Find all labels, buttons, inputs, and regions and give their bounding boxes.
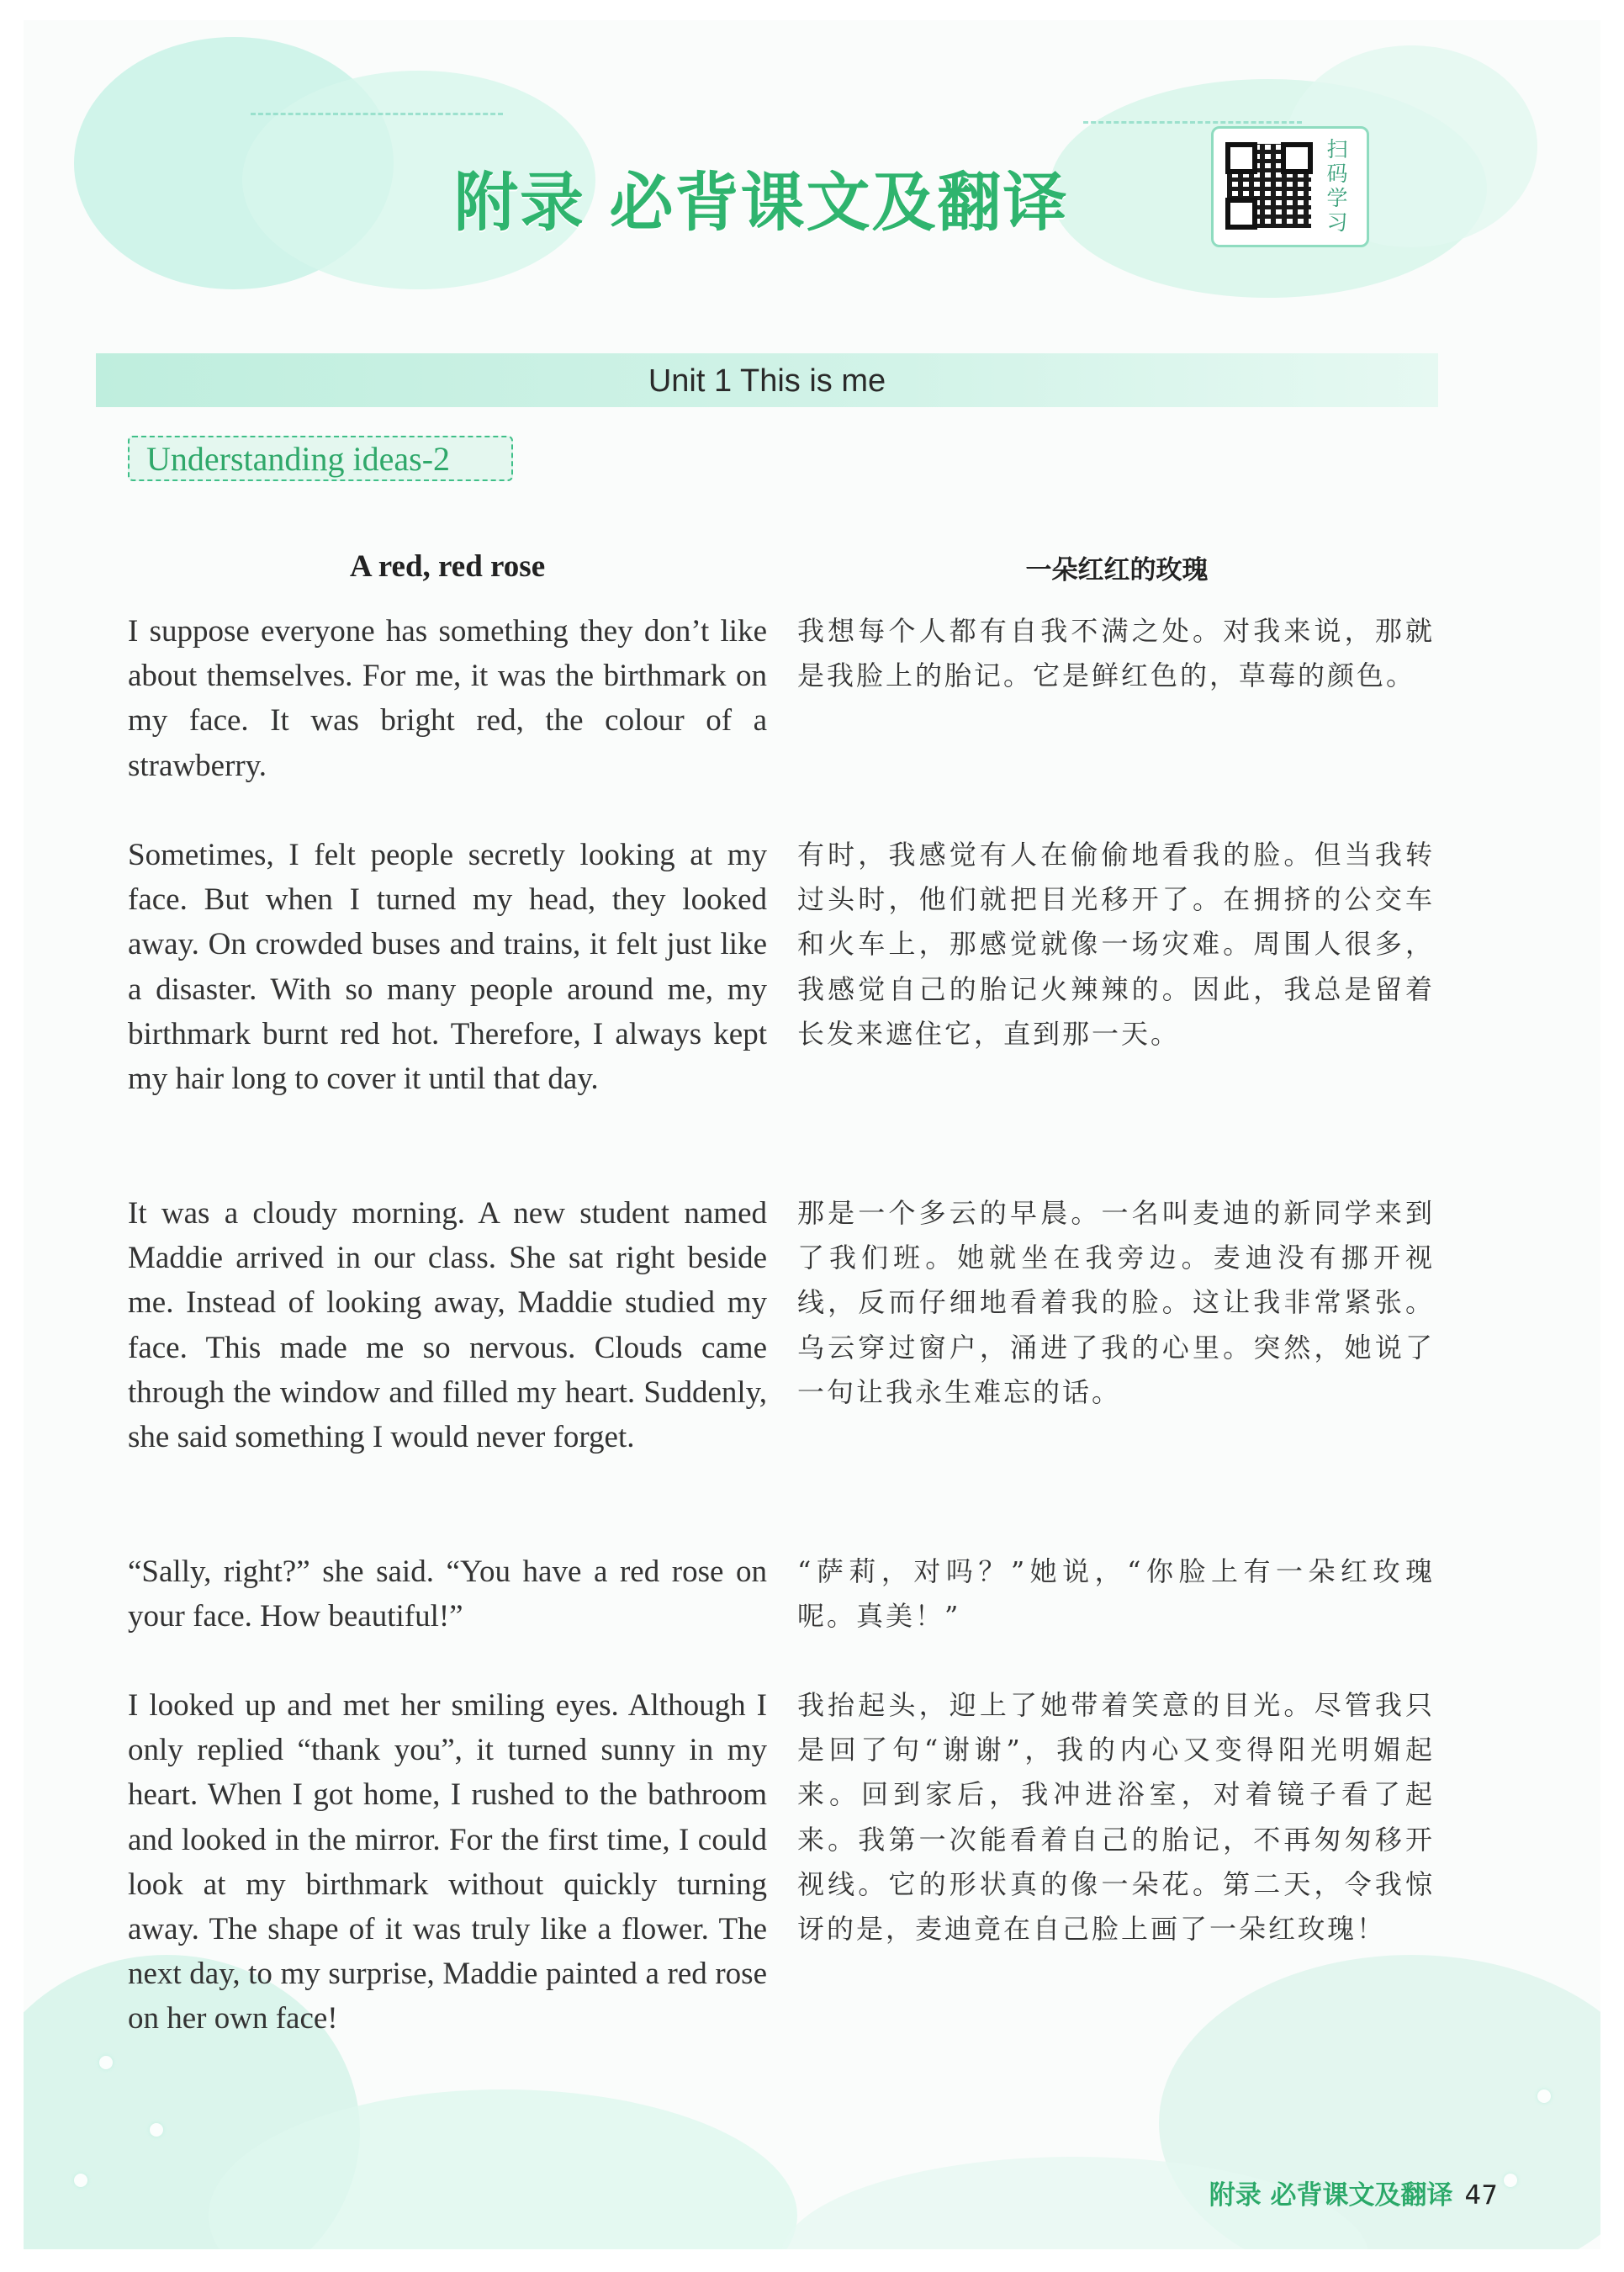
paragraph-en: Sometimes, I felt people secretly looking at my face. But when I turned my head, they looked away. On crowded buses and trains, it felt just like a disaster. With so many people around me, my birthmark burnt red hot. Therefore, I always kept my hair long to cover it until that day.	[128, 838, 767, 1097]
paragraph-en: I suppose everyone has something they don’t like about themselves. For me, it was the birthmark on my face. It was bright red, the colour of a strawberry.	[128, 614, 767, 783]
flower-decoration	[150, 2123, 163, 2137]
paragraph-en: I looked up and met her smiling eyes. Although I only replied “thank you”, it turned sunny in my heart. When I got home, I rushed to the bathroom and looked in the mirror. For the first time, I could look at my birthmark without quickly turning away. The shape of it was truly like a flower. The next day, to my surprise, Maddie painted a red rose on her own face!	[128, 1688, 767, 2036]
flower-decoration	[1537, 2089, 1551, 2103]
paragraph-zh: 有时，我感觉有人在偷偷地看我的脸。但当我转过头时，他们就把目光移开了。在拥挤的公交车和火车上，那感觉就像一场灾难。周围人很多，我感觉自己的胎记火辣辣的。因此，我总是留着长发来遮住它，直到那一天。	[797, 839, 1435, 1050]
qr-label: 扫码学习	[1326, 137, 1348, 235]
paragraph-zh: 我抬起头，迎上了她带着笑意的目光。尽管我只是回了句“谢谢”，我的内心又变得阳光明媚起来。回到家后，我冲进浴室，对着镜子看了起来。我第一次能看着自己的胎记，不再匆匆移开视线。它的形状真的像一朵花。第二天，令我惊讶的是，麦迪竟在自己脸上画了一朵红玫瑰！	[797, 1689, 1435, 1946]
paragraph-en: “Sally, right?” she said. “You have a red rose on your face. How beautiful!”	[128, 1554, 767, 1634]
qr-code-panel[interactable]	[1211, 126, 1369, 247]
paragraph-en: It was a cloudy morning. A new student named Maddie arrived in our class. She sat right beside me. Instead of looking away, Maddie studied my face. This made me so nervous. Clouds came through the window and filled my heart. Suddenly, she said something I would never forget.	[128, 1196, 767, 1455]
footer-label: 附录 必背课文及翻译	[1209, 2180, 1453, 2211]
paragraph-zh: 那是一个多云的早晨。一名叫麦迪的新同学来到了我们班。她就坐在我旁边。麦迪没有挪开视线，反而仔细地看着我的脸。这让我非常紧张。乌云穿过窗户，涌进了我的心里。突然，她说了一句让我永生难忘的话。	[797, 1197, 1435, 1408]
page-footer	[1209, 2174, 1498, 2211]
page-number: 47	[1464, 2180, 1498, 2211]
flower-decoration	[99, 2056, 113, 2069]
paragraph-zh: “萨莉，对吗？”她说，“你脸上有一朵红玫瑰呢。真美！”	[797, 1555, 1435, 1633]
dashed-divider	[251, 113, 503, 115]
page-title: 附录 必背课文及翻译	[454, 165, 1069, 240]
paragraph-zh: 我想每个人都有自我不满之处。对我来说，那就是我脸上的胎记。它是鲜红色的，草莓的颜色。	[797, 615, 1435, 692]
unit-title: Unit 1 This is me	[648, 363, 886, 399]
qr-code-icon[interactable]	[1227, 144, 1311, 228]
flower-decoration	[1504, 2174, 1517, 2187]
section-tag: Understanding ideas-2	[128, 436, 513, 481]
article-title-en: A red, red rose	[349, 549, 546, 584]
article-title-zh: 一朵红红的玫瑰	[1025, 555, 1209, 585]
dashed-divider	[1083, 121, 1302, 124]
flower-decoration	[74, 2174, 87, 2187]
qr-finder-pattern	[1225, 198, 1257, 230]
unit-banner	[96, 353, 1438, 407]
